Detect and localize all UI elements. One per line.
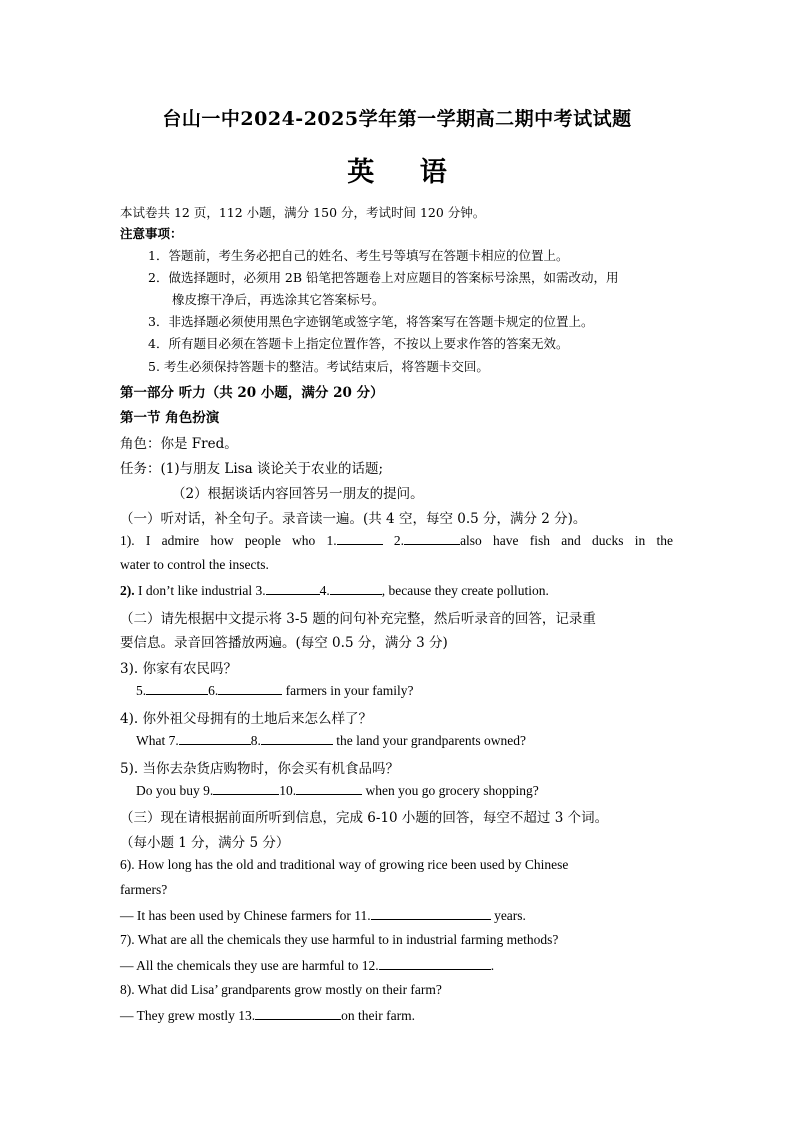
q3-text: farmers in your family? xyxy=(282,683,414,698)
sec3-heading-1: （三）现在请根据前面所听到信息，完成 6-10 小题的回答，每空不超过 3 个词。 xyxy=(120,810,609,826)
question-6-line1: 6). How long has the old and traditional way of growing rice been used by Chinese xyxy=(120,857,569,872)
a8-text-post: on their farm. xyxy=(341,1008,415,1023)
sec1-heading: （一）听对话，补全句子。录音读一遍。(共 4 空，每空 0.5 分，满分 2 分)。 xyxy=(120,511,587,527)
a7-text-post: . xyxy=(490,958,495,973)
question-1-line1 xyxy=(120,532,673,549)
answer-blank-3[interactable] xyxy=(266,582,320,595)
a6-text-post: years. xyxy=(490,908,526,923)
answer-blank-1[interactable] xyxy=(337,532,383,545)
answer-6 xyxy=(120,907,526,924)
answer-blank-8[interactable] xyxy=(261,732,333,745)
answer-blank-2[interactable] xyxy=(404,532,460,545)
sec2-heading-2: 要信息。录音回答播放两遍。(每空 0.5 分，满分 3 分) xyxy=(120,635,448,651)
answer-blank-4[interactable] xyxy=(330,582,382,595)
q3-label-5: 5. xyxy=(136,683,147,698)
question-3: 3). 你家有农民吗？ xyxy=(120,661,237,677)
part1-heading: 第一部分 听力（共 20 小题，满分 20 分） xyxy=(120,385,384,401)
q4-label-8: 8. xyxy=(250,733,261,748)
answer-blank-10[interactable] xyxy=(296,782,362,795)
answer-blank-9[interactable] xyxy=(213,782,279,795)
q4-text: the land your grandparents owned? xyxy=(332,733,526,748)
q1-text-mid: 2. xyxy=(382,533,405,548)
answer-blank-7[interactable] xyxy=(179,732,251,745)
note-item: 3．非选择题必须使用黑色字迹钢笔或签字笔，将答案写在答题卡规定的位置上。 xyxy=(148,314,594,329)
exam-intro: 本试卷共 12 页，112 小题，满分 150 分，考试时间 120 分钟。 xyxy=(120,205,486,220)
a7-text-pre: — All the chemicals they use are harmful to 12. xyxy=(120,958,379,973)
a6-text-pre: — It has been used by Chinese farmers for 11. xyxy=(120,908,371,923)
task-line-2: （2）根据谈话内容回答另一朋友的提问。 xyxy=(172,486,424,502)
answer-7 xyxy=(120,957,494,974)
answer-blank-12[interactable] xyxy=(379,957,491,970)
answer-blank-6[interactable] xyxy=(218,682,282,695)
question-5-answer xyxy=(136,782,539,799)
section1-heading: 第一节 角色扮演 xyxy=(120,410,220,426)
role-line: 角色：你是 Fred。 xyxy=(120,436,238,452)
note-item: 5. 考生必须保持答题卡的整洁。考试结束后，将答题卡交回。 xyxy=(148,359,489,374)
answer-blank-13[interactable] xyxy=(255,1007,341,1020)
q5-label-9: Do you buy 9. xyxy=(136,783,214,798)
q1-text-pre: 1). I admire how people who 1. xyxy=(120,533,337,548)
subject-title: 英 语 xyxy=(347,157,465,188)
q1-text-post: also have fish and ducks in the xyxy=(460,533,673,548)
note-item: 2．做选择题时，必须用 2B 铅笔把答题卷上对应题目的答案标号涂黑，如需改动，用 xyxy=(148,270,619,285)
q5-label-10: 10. xyxy=(279,783,297,798)
answer-blank-5[interactable] xyxy=(146,682,208,695)
question-3-answer xyxy=(136,682,413,699)
sec2-heading-1: （二）请先根据中文提示将 3-5 题的问句补充完整，然后听录音的回答，记录重 xyxy=(120,611,596,627)
question-7: 7). What are all the chemicals they use harmful to in industrial farming methods? xyxy=(120,932,559,947)
q2-text-post: , because they create pollution. xyxy=(381,583,549,598)
q2-text-mid: 4. xyxy=(319,583,330,598)
question-1-line2: water to control the insects. xyxy=(120,557,269,572)
q3-label-6: 6. xyxy=(208,683,219,698)
question-4-answer xyxy=(136,732,526,749)
exam-title: 台山一中2024-2025学年第一学期高二期中考试试题 xyxy=(162,108,632,130)
question-6-line2: farmers? xyxy=(120,882,168,897)
question-2 xyxy=(120,582,549,599)
q2-text-pre: I don’t like industrial 3. xyxy=(134,583,266,598)
note-item: 1．答题前，考生务必把自己的姓名、考生号等填写在答题卡相应的位置上。 xyxy=(148,248,569,263)
question-4: 4). 你外祖父母拥有的土地后来怎么样了？ xyxy=(120,711,372,727)
answer-8 xyxy=(120,1007,415,1024)
q5-text: when you go grocery shopping? xyxy=(362,783,539,798)
note-item: 4．所有题目必须在答题卡上指定位置作答，不按以上要求作答的答案无效。 xyxy=(148,336,569,351)
task-line-1: 任务：(1)与朋友 Lisa 谈论关于农业的话题; xyxy=(120,461,384,477)
a8-text-pre: — They grew mostly 13. xyxy=(120,1008,256,1023)
question-5: 5). 当你去杂货店购物时，你会买有机食品吗？ xyxy=(120,761,399,777)
q4-label-7: What 7. xyxy=(136,733,179,748)
note-item: 橡皮擦干净后，再选涂其它答案标号。 xyxy=(172,292,385,307)
q2-number: 2). xyxy=(120,583,135,598)
sec3-heading-2: （每小题 1 分，满分 5 分） xyxy=(120,835,290,851)
question-8: 8). What did Lisa’ grandparents grow mostly on their farm? xyxy=(120,982,442,997)
answer-blank-11[interactable] xyxy=(371,907,491,920)
notes-heading: 注意事项： xyxy=(120,226,183,241)
